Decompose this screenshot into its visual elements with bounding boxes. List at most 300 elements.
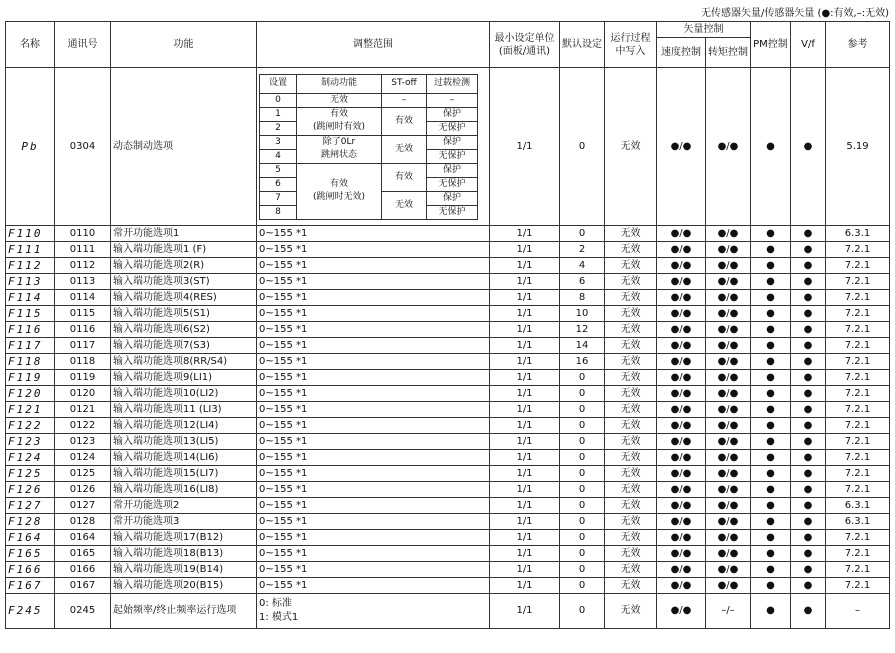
param-function: 输入端功能选项5(S1)	[111, 306, 257, 322]
param-range: 0~155 *1	[257, 450, 490, 466]
param-pm: ●	[751, 450, 791, 466]
sub-setting: 8	[260, 205, 297, 219]
param-comm: 0121	[55, 402, 111, 418]
param-write: 无效	[605, 338, 657, 354]
param-ref: 7.2.1	[826, 242, 890, 258]
sub-setting: 4	[260, 149, 297, 163]
param-min-unit: 1/1	[490, 578, 560, 594]
param-function: 起始频率/终止频率运行选项	[111, 594, 257, 629]
param-torque: ●/●	[706, 306, 751, 322]
param-pm: ●	[751, 594, 791, 629]
param-vf: ●	[791, 434, 826, 450]
param-pm: ●	[751, 562, 791, 578]
param-write: 无效	[605, 402, 657, 418]
param-name: F120	[6, 386, 55, 402]
param-function: 输入端功能选项20(B15)	[111, 578, 257, 594]
param-function: 输入端功能选项18(B13)	[111, 546, 257, 562]
param-speed: ●/●	[657, 562, 706, 578]
sub-stoff: 无效	[382, 135, 427, 163]
param-range: 0~155 *1	[257, 498, 490, 514]
param-comm: 0116	[55, 322, 111, 338]
param-comm: 0114	[55, 290, 111, 306]
param-ref: 7.2.1	[826, 322, 890, 338]
sub-stoff: 有效	[382, 163, 427, 191]
param-vf: ●	[791, 466, 826, 482]
param-ref: 7.2.1	[826, 450, 890, 466]
param-min-unit: 1/1	[490, 242, 560, 258]
sub-header: 设置	[260, 74, 297, 93]
param-speed: ●/●	[657, 482, 706, 498]
param-comm: 0245	[55, 594, 111, 629]
param-torque: ●/●	[706, 418, 751, 434]
sub-overload: 无保护	[427, 205, 478, 219]
header-default: 默认设定	[560, 22, 605, 68]
param-default: 0	[560, 578, 605, 594]
table-row	[6, 402, 890, 418]
param-ref: 7.2.1	[826, 530, 890, 546]
param-range: 0~155 *1	[257, 274, 490, 290]
param-pm: ●	[751, 418, 791, 434]
param-range: 0~155 *1	[257, 418, 490, 434]
param-write: 无效	[605, 306, 657, 322]
param-default: 0	[560, 530, 605, 546]
param-default: 0	[560, 434, 605, 450]
param-speed: ●/●	[657, 434, 706, 450]
param-comm: 0166	[55, 562, 111, 578]
param-pm: ●	[751, 68, 791, 226]
param-write: 无效	[605, 530, 657, 546]
param-default: 0	[560, 450, 605, 466]
param-vf: ●	[791, 450, 826, 466]
param-speed: ●/●	[657, 290, 706, 306]
param-default: 6	[560, 274, 605, 290]
table-row	[6, 274, 890, 290]
param-write: 无效	[605, 258, 657, 274]
param-speed: ●/●	[657, 242, 706, 258]
param-name: F124	[6, 450, 55, 466]
param-name: F127	[6, 498, 55, 514]
param-write: 无效	[605, 562, 657, 578]
param-write: 无效	[605, 466, 657, 482]
param-ref: 7.2.1	[826, 434, 890, 450]
parameter-table	[5, 21, 890, 629]
param-pm: ●	[751, 546, 791, 562]
param-ref: 7.2.1	[826, 354, 890, 370]
param-name: F117	[6, 338, 55, 354]
param-default: 0	[560, 68, 605, 226]
param-comm: 0128	[55, 514, 111, 530]
header-vf: V/f	[791, 22, 826, 68]
param-comm: 0127	[55, 498, 111, 514]
param-function: 常开功能选项3	[111, 514, 257, 530]
param-default: 0	[560, 370, 605, 386]
param-vf: ●	[791, 386, 826, 402]
param-comm: 0117	[55, 338, 111, 354]
param-default: 0	[560, 514, 605, 530]
param-default: 10	[560, 306, 605, 322]
sub-setting: 7	[260, 191, 297, 205]
param-range: 0~155 *1	[257, 386, 490, 402]
param-write: 无效	[605, 386, 657, 402]
param-pm: ●	[751, 258, 791, 274]
param-default: 14	[560, 338, 605, 354]
param-name: F166	[6, 562, 55, 578]
param-write: 无效	[605, 68, 657, 226]
header-speed: 速度控制	[657, 38, 706, 68]
param-vf: ●	[791, 226, 826, 242]
table-row	[6, 226, 890, 242]
param-min-unit: 1/1	[490, 514, 560, 530]
param-name: Pb	[6, 68, 55, 226]
param-name: F110	[6, 226, 55, 242]
sub-overload: 无保护	[427, 149, 478, 163]
param-function: 输入端功能选项4(RES)	[111, 290, 257, 306]
param-min-unit: 1/1	[490, 434, 560, 450]
sub-setting: 2	[260, 121, 297, 135]
sub-function: 有效 (跳闸时无效)	[297, 163, 382, 219]
table-row	[6, 306, 890, 322]
header-torque: 转矩控制	[706, 38, 751, 68]
param-ref: 7.2.1	[826, 258, 890, 274]
sub-overload: 保护	[427, 163, 478, 177]
param-vf: ●	[791, 578, 826, 594]
param-comm: 0111	[55, 242, 111, 258]
sub-function: 除了0Lr 跳闸状态	[297, 135, 382, 163]
param-speed: ●/●	[657, 226, 706, 242]
param-default: 0	[560, 482, 605, 498]
param-function: 输入端功能选项19(B14)	[111, 562, 257, 578]
param-name: F114	[6, 290, 55, 306]
param-speed: ●/●	[657, 274, 706, 290]
param-range: 0~155 *1	[257, 466, 490, 482]
param-default: 12	[560, 322, 605, 338]
param-comm: 0304	[55, 68, 111, 226]
param-torque: ●/●	[706, 322, 751, 338]
param-default: 0	[560, 562, 605, 578]
param-speed: ●/●	[657, 306, 706, 322]
param-ref: 7.2.1	[826, 562, 890, 578]
param-min-unit: 1/1	[490, 594, 560, 629]
sub-function: 无效	[297, 93, 382, 107]
param-name: F167	[6, 578, 55, 594]
param-range: 0~155 *1	[257, 482, 490, 498]
legend-note: 无传感器矢量/传感器矢量 (●:有效,–:无效)	[701, 8, 889, 19]
param-comm: 0167	[55, 578, 111, 594]
param-torque: ●/●	[706, 226, 751, 242]
table-row	[6, 434, 890, 450]
param-range: 0~155 *1	[257, 306, 490, 322]
param-torque: ●/●	[706, 434, 751, 450]
param-write: 无效	[605, 434, 657, 450]
param-function: 输入端功能选项13(LI5)	[111, 434, 257, 450]
sub-stoff: –	[382, 93, 427, 107]
param-write: 无效	[605, 578, 657, 594]
param-min-unit: 1/1	[490, 274, 560, 290]
param-min-unit: 1/1	[490, 226, 560, 242]
param-torque: ●/●	[706, 386, 751, 402]
param-function: 输入端功能选项8(RR/S4)	[111, 354, 257, 370]
sub-overload: 无保护	[427, 177, 478, 191]
param-min-unit: 1/1	[490, 498, 560, 514]
table-row	[6, 514, 890, 530]
param-torque: ●/●	[706, 402, 751, 418]
param-comm: 0124	[55, 450, 111, 466]
param-function: 常开功能选项1	[111, 226, 257, 242]
param-comm: 0113	[55, 274, 111, 290]
param-name: F119	[6, 370, 55, 386]
param-name: F113	[6, 274, 55, 290]
param-range: 0~155 *1	[257, 226, 490, 242]
param-function: 输入端功能选项1 (F)	[111, 242, 257, 258]
param-speed: ●/●	[657, 370, 706, 386]
header-comm: 通讯号	[55, 22, 111, 68]
param-torque: ●/●	[706, 290, 751, 306]
param-comm: 0118	[55, 354, 111, 370]
param-write: 无效	[605, 322, 657, 338]
param-range: 0~155 *1	[257, 338, 490, 354]
param-range: 0: 标准 1: 模式1	[257, 594, 490, 629]
param-default: 0	[560, 498, 605, 514]
param-pm: ●	[751, 242, 791, 258]
param-pm: ●	[751, 386, 791, 402]
table-row	[6, 482, 890, 498]
param-function: 输入端功能选项17(B12)	[111, 530, 257, 546]
param-comm: 0165	[55, 546, 111, 562]
param-speed: ●/●	[657, 578, 706, 594]
param-speed: ●/●	[657, 546, 706, 562]
param-pm: ●	[751, 338, 791, 354]
param-default: 0	[560, 386, 605, 402]
param-ref: 7.2.1	[826, 290, 890, 306]
param-pm: ●	[751, 498, 791, 514]
param-vf: ●	[791, 274, 826, 290]
sub-stoff: 有效	[382, 107, 427, 135]
param-pm: ●	[751, 370, 791, 386]
param-speed: ●/●	[657, 354, 706, 370]
param-vf: ●	[791, 354, 826, 370]
param-write: 无效	[605, 290, 657, 306]
param-speed: ●/●	[657, 594, 706, 629]
sub-overload: 保护	[427, 135, 478, 149]
row-pb	[6, 68, 890, 226]
param-name: F116	[6, 322, 55, 338]
param-vf: ●	[791, 306, 826, 322]
param-function: 输入端功能选项6(S2)	[111, 322, 257, 338]
param-ref: 7.2.1	[826, 386, 890, 402]
param-speed: ●/●	[657, 466, 706, 482]
param-torque: ●/●	[706, 258, 751, 274]
param-torque: ●/●	[706, 370, 751, 386]
header-function: 功能	[111, 22, 257, 68]
param-torque: ●/●	[706, 354, 751, 370]
param-speed: ●/●	[657, 498, 706, 514]
param-default: 0	[560, 594, 605, 629]
param-pm: ●	[751, 354, 791, 370]
param-default: 0	[560, 402, 605, 418]
param-default: 4	[560, 258, 605, 274]
param-default: 0	[560, 546, 605, 562]
param-name: F125	[6, 466, 55, 482]
param-pm: ●	[751, 402, 791, 418]
param-vf: ●	[791, 322, 826, 338]
param-min-unit: 1/1	[490, 338, 560, 354]
param-ref: 6.3.1	[826, 514, 890, 530]
param-torque: ●/●	[706, 274, 751, 290]
param-comm: 0164	[55, 530, 111, 546]
param-write: 无效	[605, 370, 657, 386]
sub-overload: –	[427, 93, 478, 107]
param-write: 无效	[605, 242, 657, 258]
param-name: F115	[6, 306, 55, 322]
param-vf: ●	[791, 546, 826, 562]
param-vf: ●	[791, 242, 826, 258]
param-function: 输入端功能选项7(S3)	[111, 338, 257, 354]
param-range: 0~155 *1	[257, 578, 490, 594]
header-name: 名称	[6, 22, 55, 68]
param-write: 无效	[605, 226, 657, 242]
param-torque: ●/●	[706, 242, 751, 258]
param-write: 无效	[605, 274, 657, 290]
param-ref: 7.2.1	[826, 546, 890, 562]
param-range: 0~155 *1	[257, 354, 490, 370]
sub-overload: 无保护	[427, 121, 478, 135]
param-speed: ●/●	[657, 530, 706, 546]
sub-overload: 保护	[427, 191, 478, 205]
param-min-unit: 1/1	[490, 418, 560, 434]
param-torque: ●/●	[706, 530, 751, 546]
table-row	[6, 530, 890, 546]
param-function: 动态制动选项	[111, 68, 257, 226]
param-pm: ●	[751, 290, 791, 306]
param-ref: 7.2.1	[826, 418, 890, 434]
param-vf: ●	[791, 402, 826, 418]
table-row	[6, 386, 890, 402]
param-ref: 5.19	[826, 68, 890, 226]
param-min-unit: 1/1	[490, 370, 560, 386]
param-ref: 6.3.1	[826, 498, 890, 514]
header-ref: 参考	[826, 22, 890, 68]
param-comm: 0119	[55, 370, 111, 386]
param-range: 0~155 *1	[257, 434, 490, 450]
header-pm: PM控制	[751, 22, 791, 68]
param-min-unit: 1/1	[490, 386, 560, 402]
param-ref: 7.2.1	[826, 274, 890, 290]
param-name: F128	[6, 514, 55, 530]
param-name: F245	[6, 594, 55, 629]
param-function: 输入端功能选项14(LI6)	[111, 450, 257, 466]
table-row	[6, 322, 890, 338]
param-comm: 0112	[55, 258, 111, 274]
header-vector: 矢量控制	[657, 22, 751, 38]
param-speed: ●/●	[657, 402, 706, 418]
param-range: 0~155 *1	[257, 370, 490, 386]
param-comm: 0123	[55, 434, 111, 450]
param-pm: ●	[751, 530, 791, 546]
param-min-unit: 1/1	[490, 530, 560, 546]
param-vf: ●	[791, 68, 826, 226]
table-row	[6, 578, 890, 594]
brake-settings-table	[259, 74, 478, 220]
param-vf: ●	[791, 594, 826, 629]
sub-setting: 3	[260, 135, 297, 149]
param-speed: ●/●	[657, 514, 706, 530]
param-default: 2	[560, 242, 605, 258]
param-min-unit: 1/1	[490, 306, 560, 322]
param-min-unit: 1/1	[490, 322, 560, 338]
table-row	[6, 498, 890, 514]
row-f245	[6, 594, 890, 629]
param-pm: ●	[751, 226, 791, 242]
param-ref: 7.2.1	[826, 578, 890, 594]
param-min-unit: 1/1	[490, 290, 560, 306]
param-min-unit: 1/1	[490, 482, 560, 498]
param-min-unit: 1/1	[490, 258, 560, 274]
param-write: 无效	[605, 498, 657, 514]
param-speed: ●/●	[657, 418, 706, 434]
param-function: 输入端功能选项12(LI4)	[111, 418, 257, 434]
param-ref: 6.3.1	[826, 226, 890, 242]
param-vf: ●	[791, 514, 826, 530]
param-function: 输入端功能选项2(R)	[111, 258, 257, 274]
param-range: 0~155 *1	[257, 242, 490, 258]
header-range: 调整范围	[257, 22, 490, 68]
table-row	[6, 466, 890, 482]
table-row	[6, 354, 890, 370]
param-comm: 0126	[55, 482, 111, 498]
param-vf: ●	[791, 562, 826, 578]
param-comm: 0122	[55, 418, 111, 434]
sub-setting: 5	[260, 163, 297, 177]
param-name: F164	[6, 530, 55, 546]
param-speed: ●/●	[657, 338, 706, 354]
sub-setting: 1	[260, 107, 297, 121]
param-ref: 7.2.1	[826, 482, 890, 498]
param-speed: ●/●	[657, 68, 706, 226]
param-range: 0~155 *1	[257, 562, 490, 578]
param-default: 0	[560, 418, 605, 434]
param-torque: ●/●	[706, 546, 751, 562]
param-name: F123	[6, 434, 55, 450]
param-name: F126	[6, 482, 55, 498]
param-function: 输入端功能选项10(LI2)	[111, 386, 257, 402]
param-ref: 7.2.1	[826, 306, 890, 322]
table-row	[6, 418, 890, 434]
param-vf: ●	[791, 258, 826, 274]
param-range: 0~155 *1	[257, 530, 490, 546]
param-min-unit: 1/1	[490, 450, 560, 466]
param-min-unit: 1/1	[490, 546, 560, 562]
table-row	[6, 450, 890, 466]
param-torque: ●/●	[706, 466, 751, 482]
param-torque: –/–	[706, 594, 751, 629]
param-min-unit: 1/1	[490, 402, 560, 418]
param-torque: ●/●	[706, 578, 751, 594]
param-ref: 7.2.1	[826, 402, 890, 418]
param-range	[257, 68, 490, 226]
param-min-unit: 1/1	[490, 466, 560, 482]
param-range: 0~155 *1	[257, 402, 490, 418]
param-name: F111	[6, 242, 55, 258]
table-row	[6, 242, 890, 258]
param-vf: ●	[791, 290, 826, 306]
param-torque: ●/●	[706, 498, 751, 514]
table-row	[6, 546, 890, 562]
param-torque: ●/●	[706, 482, 751, 498]
param-default: 0	[560, 226, 605, 242]
param-torque: ●/●	[706, 562, 751, 578]
param-min-unit: 1/1	[490, 354, 560, 370]
param-default: 0	[560, 466, 605, 482]
